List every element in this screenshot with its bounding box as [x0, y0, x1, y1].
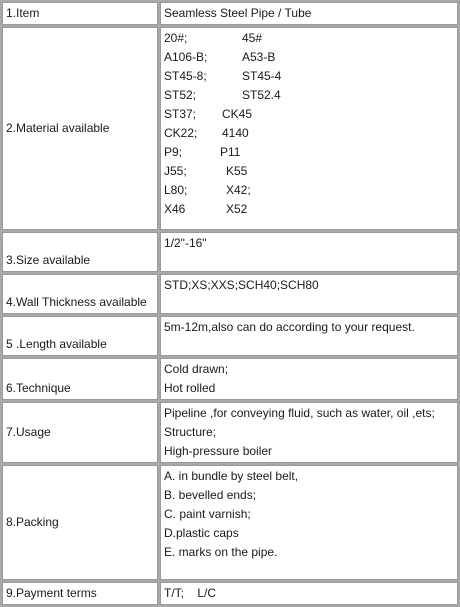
value-line: E. marks on the pipe.	[164, 545, 278, 559]
row-label: 4.Wall Thickness available	[2, 274, 158, 314]
row-value	[160, 2, 458, 25]
material-grade: ST52.4	[242, 88, 281, 102]
material-grade: 20#;	[164, 31, 188, 45]
row-wall-thickness	[2, 274, 458, 314]
material-line	[164, 48, 454, 67]
value-line: A. in bundle by steel belt,	[164, 469, 299, 483]
material-line	[164, 124, 454, 143]
row-value	[160, 27, 458, 230]
material-grade: 45#	[242, 31, 263, 45]
material-grade: ST45-8;	[164, 69, 207, 83]
material-grade: P9;	[164, 145, 183, 159]
material-line	[164, 200, 454, 219]
material-grade: J55;	[164, 164, 187, 178]
row-label: 3.Size available	[2, 232, 158, 272]
row-value	[160, 358, 458, 400]
row-size	[2, 232, 458, 272]
material-grade: ST45-4	[242, 69, 282, 83]
material-grade: X42;	[226, 183, 251, 197]
row-label: 9.Payment terms	[2, 582, 158, 605]
material-grade: CK45	[222, 107, 253, 121]
material-line	[164, 29, 454, 48]
row-label: 6.Technique	[2, 358, 158, 400]
value-line: C. paint varnish;	[164, 507, 251, 521]
row-label: 7.Usage	[2, 402, 158, 463]
value-line: Structure;	[164, 425, 217, 439]
material-grade: K55	[226, 164, 248, 178]
row-value	[160, 402, 458, 463]
row-label: 8.Packing	[2, 465, 158, 580]
value-line: High-pressure boiler	[164, 444, 273, 458]
row-payment	[2, 582, 458, 605]
value-line: Cold drawn;	[164, 362, 229, 376]
value-line: T/T; L/C	[164, 586, 217, 600]
value-line: D.plastic caps	[164, 526, 239, 540]
row-label: 5 .Length available	[2, 316, 158, 356]
row-packing	[2, 465, 458, 580]
value-line: B. bevelled ends;	[164, 488, 257, 502]
material-grade: X46	[164, 202, 186, 216]
material-grade: 4140	[222, 126, 249, 140]
material-grade: ST52;	[164, 88, 197, 102]
material-line	[164, 105, 454, 124]
material-grade: ST37;	[164, 107, 197, 121]
row-label: 2.Material available	[2, 27, 158, 230]
row-value	[160, 232, 458, 272]
row-label: 1.Item	[2, 2, 158, 25]
material-line	[164, 143, 454, 162]
material-grade: CK22;	[164, 126, 198, 140]
row-usage	[2, 402, 458, 463]
material-grade: L80;	[164, 183, 188, 197]
value-line: 5m-12m,also can do according to your request.	[164, 320, 415, 334]
row-value	[160, 274, 458, 314]
material-grade: X52	[226, 202, 248, 216]
row-value	[160, 465, 458, 580]
row-item	[2, 2, 458, 25]
value-line: Seamless Steel Pipe / Tube	[164, 6, 312, 20]
value-line: 1/2"-16"	[164, 236, 207, 250]
material-grade: A53-B	[242, 50, 276, 64]
material-line	[164, 181, 454, 200]
value-line: Pipeline ,for conveying fluid, such as water, oil ,ets;	[164, 406, 435, 420]
value-line: STD;XS;XXS;SCH40;SCH80	[164, 278, 319, 292]
material-grade: P11	[220, 145, 241, 159]
value-line: Hot rolled	[164, 381, 216, 395]
material-line	[164, 67, 454, 86]
row-length	[2, 316, 458, 356]
row-value	[160, 316, 458, 356]
row-material	[2, 27, 458, 230]
row-technique	[2, 358, 458, 400]
row-value	[160, 582, 458, 605]
material-line	[164, 162, 454, 181]
material-grade: A106-B;	[164, 50, 208, 64]
material-line	[164, 86, 454, 105]
